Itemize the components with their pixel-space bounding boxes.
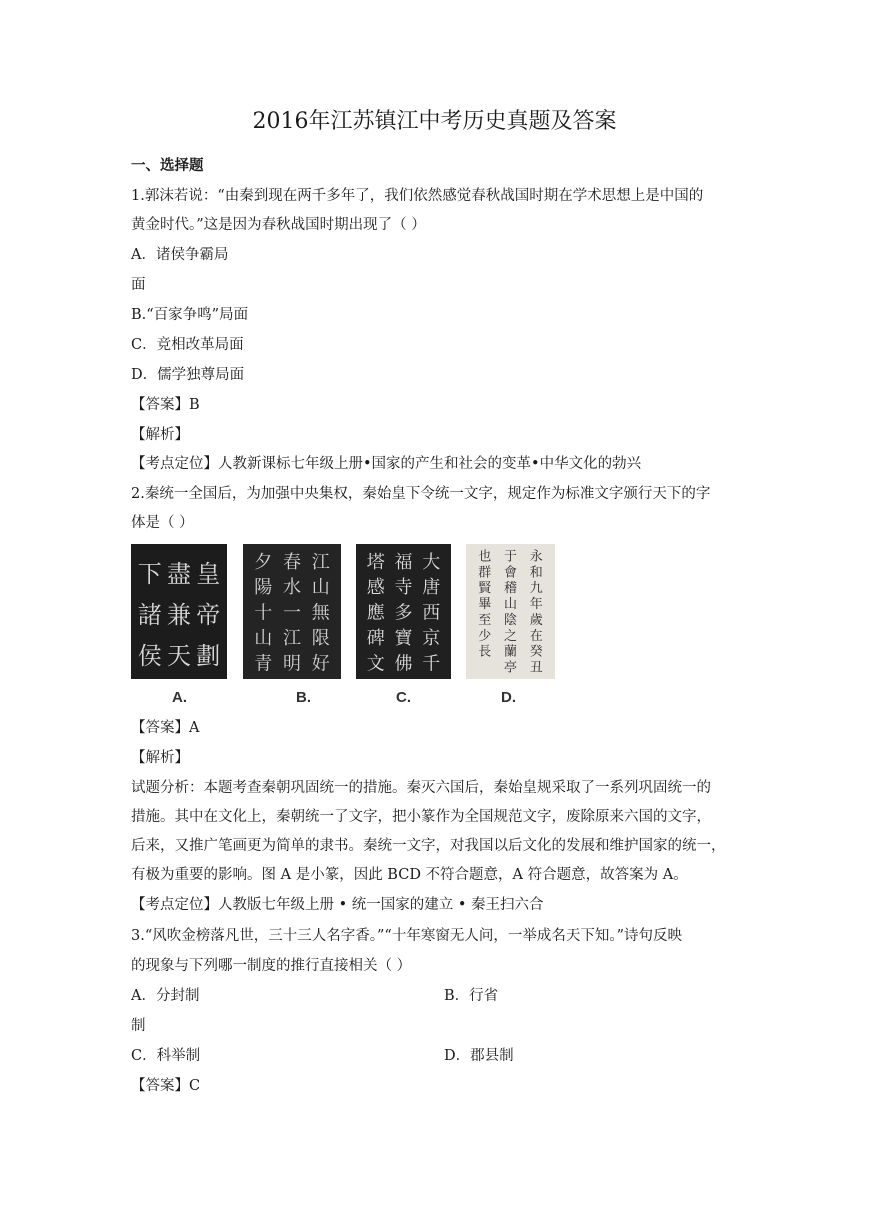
rubbing-b-chars (254, 552, 330, 675)
rubbing-glyph: 于 (503, 549, 518, 565)
rubbing-glyph: 好 (311, 653, 330, 675)
rubbing-glyph: 天 (167, 642, 191, 670)
rubbing-glyph: 京 (422, 628, 441, 649)
rubbing-glyph: 江 (311, 551, 330, 573)
rubbing-glyph: 劃 (196, 642, 221, 670)
q1-analysis-heading: 【解析】 (131, 427, 189, 443)
rubbing-glyph: 唐 (422, 577, 441, 599)
q2-analysis-line1: 试题分析：本题考查秦朝巩固统一的措施。秦灭六国后，秦始皇规采取了一系列巩固统一的 (131, 780, 711, 796)
rubbing-glyph: 永 (529, 549, 543, 565)
rubbing-glyph: 千 (422, 653, 441, 675)
q2-analysis-line2: 措施。其中在文化上，秦朝统一了文字，把小篆作为全国规范文字，废除原来六国的文字， (131, 809, 711, 825)
image-label-d: D. (501, 689, 516, 706)
rubbing-glyph: 山 (254, 628, 273, 649)
q2-analysis-line3: 后来，又推广笔画更为简单的隶书。秦统一文字，对我国以后文化的发展和维护国家的统一， (131, 838, 726, 854)
rubbing-glyph: 帝 (196, 601, 221, 629)
rubbing-glyph: 至 (478, 612, 492, 628)
rubbing-glyph: 諸 (137, 601, 162, 629)
rubbing-glyph: 丑 (529, 660, 543, 676)
rubbing-glyph: 明 (283, 653, 301, 675)
q1-answer: 【答案】B (131, 397, 200, 413)
rubbing-glyph: 多 (394, 602, 413, 624)
q3-option-b-cont: 制 (131, 1018, 146, 1034)
rubbing-image-a (131, 544, 227, 679)
rubbing-glyph: 兼 (167, 601, 191, 629)
rubbing-glyph: 陽 (254, 577, 273, 599)
rubbing-glyph: 和 (529, 565, 543, 581)
q2-answer: 【答案】A (131, 720, 200, 736)
q2-kaodian: 【考点定位】人教版七年级上册 • 统一国家的建立 • 秦王扫六合 (131, 897, 544, 913)
rubbing-glyph: 賢 (478, 581, 492, 597)
rubbing-glyph: 侯 (137, 642, 162, 670)
rubbing-glyph: 一 (283, 602, 301, 624)
rubbing-image-d (466, 544, 555, 679)
rubbing-glyph: 在 (529, 628, 543, 644)
rubbing-glyph: 碑 (366, 628, 385, 649)
document-title: 2016年江苏镇江中考历史真题及答案 (252, 109, 617, 134)
q3-option-c: C．科举制 (131, 1048, 201, 1064)
q1-option-a-cont: 面 (131, 277, 146, 293)
q1-option-a: A．诸侯争霸局 (131, 247, 229, 263)
q2-analysis-line4: 有极为重要的影响。图 A 是小篆，因此 BCD 不符合题意，A 符合题意，故答案为 A。 (131, 867, 688, 883)
q3-option-b: B．行省 (444, 988, 499, 1004)
rubbing-glyph: 稽 (503, 581, 518, 597)
q1-option-c: C．竞相改革局面 (131, 337, 244, 353)
rubbing-image-b (243, 544, 341, 679)
rubbing-glyph: 山 (503, 597, 518, 612)
image-label-a: A. (172, 689, 187, 706)
q3-option-d: D．郡县制 (444, 1048, 514, 1064)
rubbing-glyph: 十 (254, 602, 273, 624)
rubbing-glyph: 盡 (167, 560, 191, 588)
rubbing-glyph: 大 (422, 551, 441, 573)
rubbing-glyph: 癸 (529, 644, 543, 660)
rubbing-glyph: 寺 (394, 577, 413, 599)
rubbing-a-chars (138, 560, 221, 670)
rubbing-glyph: 會 (503, 565, 518, 581)
image-label-c: C. (396, 689, 411, 706)
rubbing-glyph: 西 (422, 602, 441, 624)
rubbing-glyph: 也 (478, 549, 492, 565)
q1-option-b: B.“百家争鸣”局面 (131, 307, 249, 323)
q1-stem-line2: 黄金时代。”这是因为春秋战国时期出现了（ ） (131, 217, 426, 233)
rubbing-glyph: 皇 (196, 560, 221, 588)
rubbing-glyph: 青 (254, 653, 273, 675)
q3-stem-line1: 3.“风吹金榜落凡世，三十三人名字香。”“十年寒窗无人问，一举成名天下知。”诗句反映 (131, 928, 682, 944)
rubbing-glyph: 佛 (394, 653, 413, 675)
rubbing-glyph: 九 (529, 581, 543, 597)
q2-stem-line2: 体是（ ） (131, 515, 194, 531)
rubbing-d-chars (478, 548, 542, 675)
rubbing-glyph: 年 (529, 597, 543, 612)
rubbing-glyph: 下 (137, 560, 162, 588)
rubbing-glyph: 長 (478, 644, 492, 660)
rubbing-glyph: 蘭 (503, 644, 518, 660)
rubbing-c-chars (367, 552, 440, 675)
q3-option-a: A．分封制 (131, 988, 200, 1004)
rubbing-glyph: 畢 (478, 597, 492, 612)
q2-analysis-heading: 【解析】 (131, 750, 189, 766)
rubbing-glyph: 水 (283, 577, 301, 599)
rubbing-glyph: 文 (366, 653, 385, 675)
q2-stem-line1: 2.秦统一全国后，为加强中央集权，秦始皇下令统一文字，规定作为标准文字颁行天下的字 (131, 486, 711, 502)
rubbing-glyph: 山 (311, 577, 330, 599)
rubbing-glyph: 春 (283, 551, 301, 573)
rubbing-glyph: 陰 (503, 612, 518, 628)
rubbing-glyph: 塔 (366, 551, 385, 573)
rubbing-glyph: 應 (366, 602, 385, 624)
rubbing-glyph: 歲 (529, 612, 543, 628)
q3-answer: 【答案】C (131, 1078, 201, 1094)
rubbing-glyph: 之 (503, 628, 518, 644)
rubbing-glyph: 無 (311, 602, 330, 624)
q1-option-d: D．儒学独尊局面 (131, 367, 245, 383)
rubbing-glyph: 限 (311, 628, 330, 649)
rubbing-glyph: 寶 (394, 628, 413, 649)
q1-kaodian: 【考点定位】人教新课标七年级上册•国家的产生和社会的变革•中华文化的勃兴 (131, 456, 642, 472)
rubbing-glyph: 福 (394, 551, 413, 573)
q3-stem-line2: 的现象与下列哪一制度的推行直接相关（ ） (131, 958, 412, 974)
rubbing-glyph: 江 (283, 628, 301, 649)
rubbing-glyph: 亭 (503, 660, 518, 676)
rubbing-glyph: 群 (478, 565, 492, 581)
rubbing-image-c (356, 544, 451, 679)
image-label-b: B. (296, 689, 311, 706)
rubbing-glyph: 感 (366, 577, 385, 599)
q1-stem-line1: 1.郭沫若说：“由秦到现在两千多年了，我们依然感觉春秋战国时期在学术思想上是中国的 (131, 188, 704, 204)
rubbing-glyph: 少 (478, 628, 492, 644)
rubbing-glyph: 夕 (254, 551, 273, 573)
section-heading: 一、选择题 (131, 157, 204, 174)
